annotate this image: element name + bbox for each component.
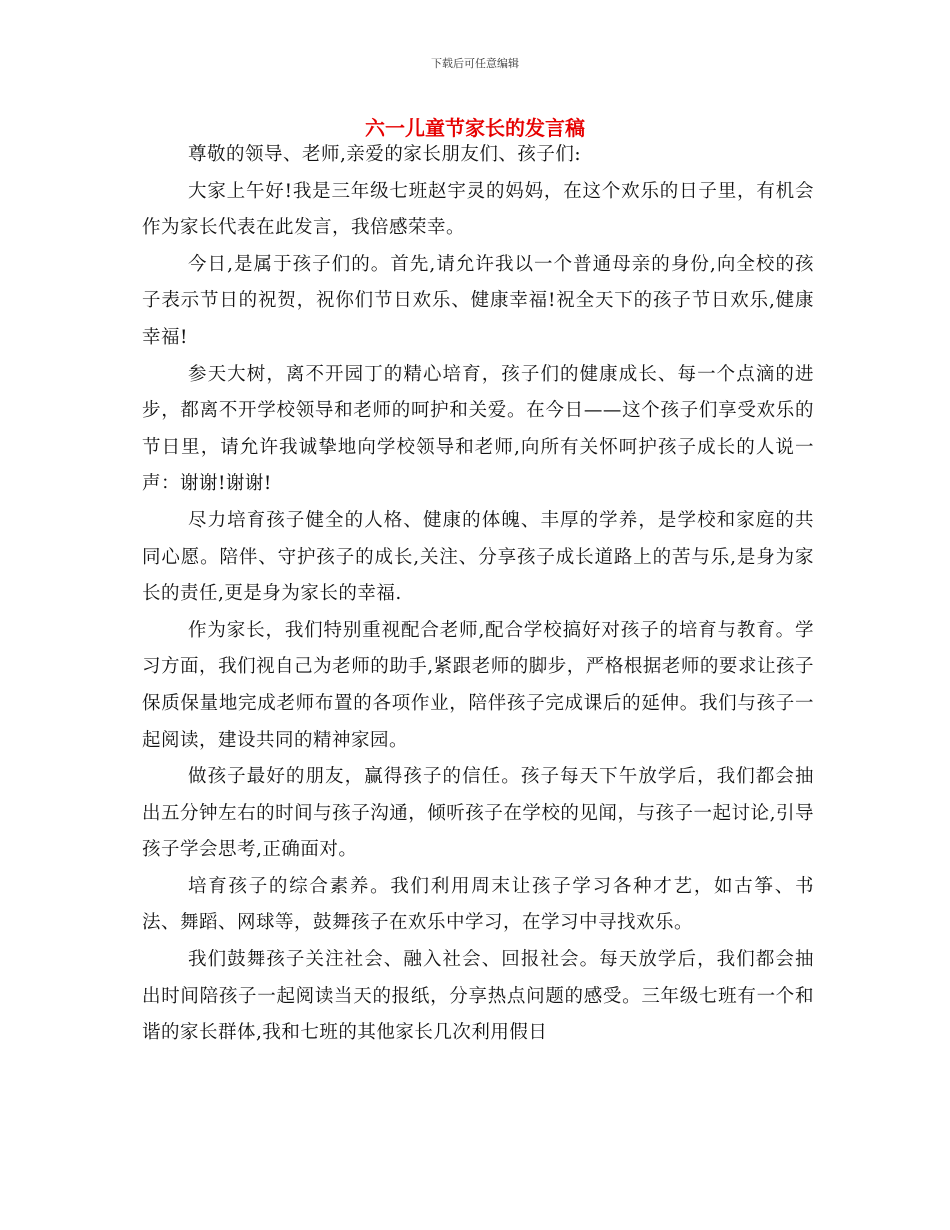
document-title: 六一儿童节家长的发言稿 bbox=[365, 116, 585, 140]
paragraph-salutation: 尊敬的领导、老师,亲爱的家长朋友们、孩子们: bbox=[188, 144, 582, 165]
document-body bbox=[142, 137, 814, 1052]
paragraph: 大家上午好!我是三年级七班赵宇灵的妈妈，在这个欢乐的日子里，有机会作为家长代表在此发言，我倍感荣幸。 bbox=[142, 180, 814, 239]
paragraph: 培育孩子的综合素养。我们利用周末让孩子学习各种才艺，如古筝、书法、舞蹈、网球等，鼓舞孩子在欢乐中学习，在学习中寻找欢乐。 bbox=[142, 875, 814, 934]
paragraph: 参天大树，离不开园丁的精心培育，孩子们的健康成长、每一个点滴的进步，都离不开学校领导和老师的呵护和关爱。在今日——这个孩子们享受欢乐的节日里，请允许我诚挚地向学校领导和老师,向所有关怀呵护孩子成长的人说一声：谢谢!谢谢! bbox=[142, 363, 814, 495]
paragraph: 我们鼓舞孩子关注社会、融入社会、回报社会。每天放学后，我们都会抽出时间陪孩子一起阅读当天的报纸，分享热点问题的感受。三年级七班有一个和谐的家长群体,我和七班的其他家长几次利用假日 bbox=[142, 949, 814, 1044]
paragraph: 做孩子最好的朋友，赢得孩子的信任。孩子每天下午放学后，我们都会抽出五分钟左右的时间与孩子沟通，倾听孩子在学校的见闻，与孩子一起讨论,引导孩子学会思考,正确面对。 bbox=[142, 766, 814, 861]
paragraph: 作为家长，我们特别重视配合老师,配合学校搞好对孩子的培育与教育。学习方面，我们视自己为老师的助手,紧跟老师的脚步，严格根据老师的要求让孩子保质保量地完成老师布置的各项作业，陪伴孩子完成课后的延伸。我们与孩子一起阅读，建设共同的精神家园。 bbox=[142, 619, 814, 751]
header-note: 下载后可任意编辑 bbox=[431, 57, 519, 70]
paragraph: 尽力培育孩子健全的人格、健康的体魄、丰厚的学养，是学校和家庭的共同心愿。陪伴、守护孩子的成长,关注、分享孩子成长道路上的苦与乐,是身为家长的责任,更是身为家长的幸福. bbox=[142, 509, 814, 605]
paragraph: 今日,是属于孩子们的。首先,请允许我以一个普通母亲的身份,向全校的孩子表示节日的祝贺，祝你们节日欢乐、健康幸福!祝全天下的孩子节日欢乐,健康幸福! bbox=[142, 253, 814, 348]
